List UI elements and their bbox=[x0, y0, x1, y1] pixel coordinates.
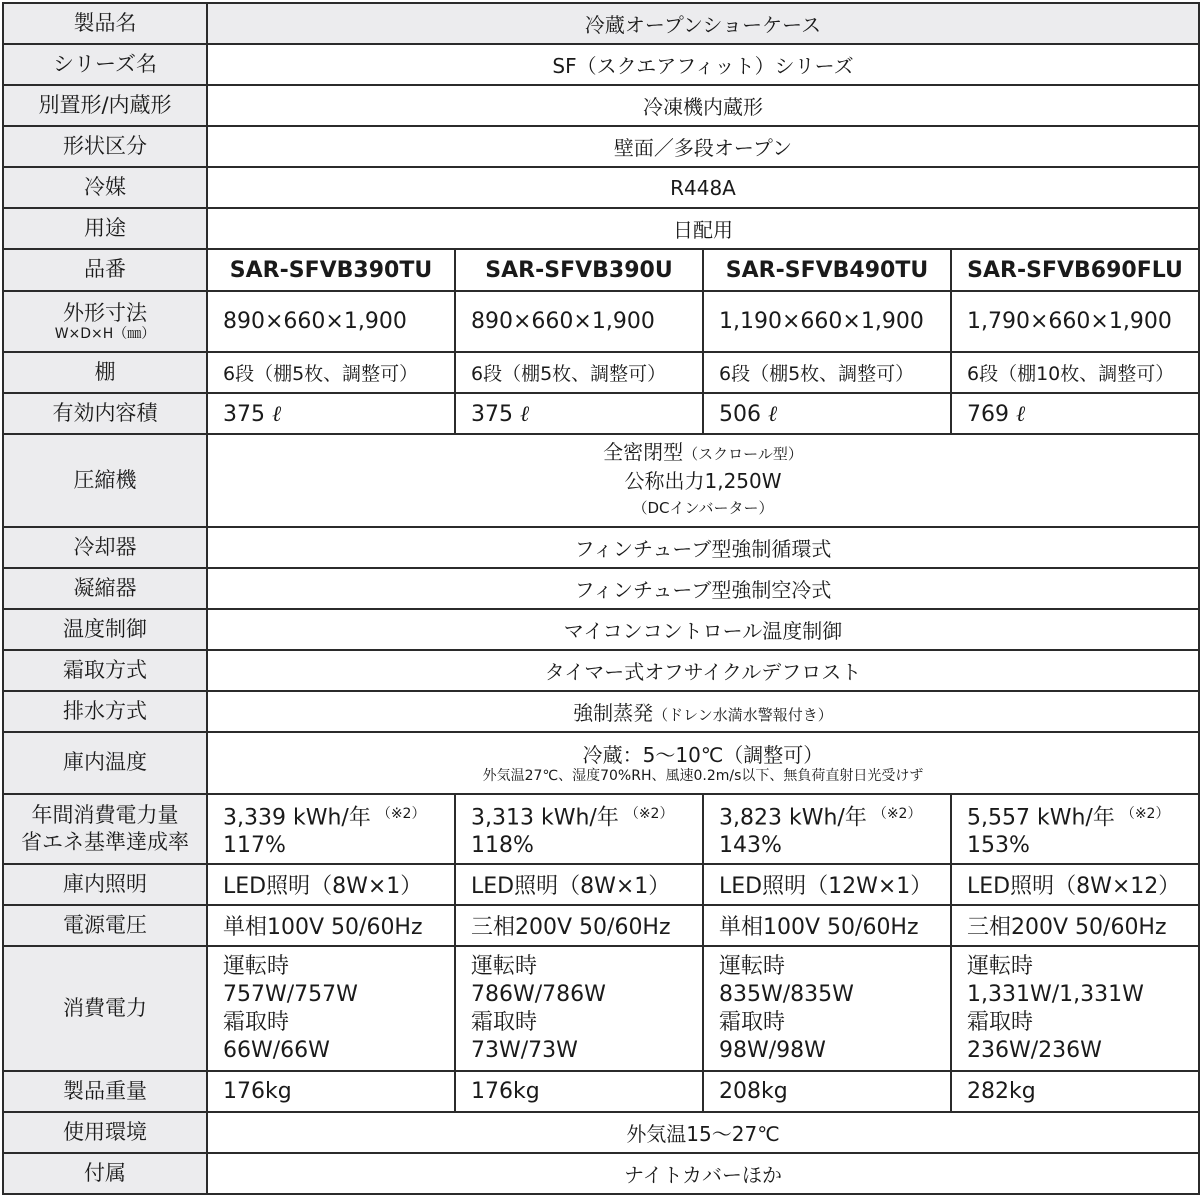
row-dimensions bbox=[3, 291, 1199, 352]
label-defrost: 霜取方式 bbox=[3, 650, 207, 691]
row-power-consumption bbox=[3, 946, 1199, 1071]
label-series-name: シリーズ名 bbox=[3, 44, 207, 85]
label-drainage: 排水方式 bbox=[3, 691, 207, 732]
row-compressor bbox=[3, 434, 1199, 527]
power-consumption-2 bbox=[455, 946, 703, 1071]
compressor-line3: （DCインバーター） bbox=[632, 499, 774, 517]
defrost-label: 霜取時 bbox=[471, 1009, 538, 1035]
label-weight: 製品重量 bbox=[3, 1071, 207, 1112]
capacity-value: 375 bbox=[471, 401, 513, 427]
label-accessories: 付属 bbox=[3, 1153, 207, 1194]
weight-2: 176kg bbox=[455, 1071, 703, 1112]
label-refrigerant: 冷媒 bbox=[3, 167, 207, 208]
liter-unit: ℓ bbox=[272, 401, 282, 427]
capacity-2 bbox=[455, 393, 703, 434]
row-environment bbox=[3, 1112, 1199, 1153]
value-environment: 外気温15～27℃ bbox=[207, 1112, 1199, 1153]
dimensions-1: 890×660×1,900 bbox=[207, 291, 455, 352]
footnote-marker: （※2） bbox=[376, 805, 426, 822]
compressor-line2: 公称出力1,250W bbox=[624, 469, 782, 493]
value-series-name: SF（スクエアフィット）シリーズ bbox=[207, 44, 1199, 85]
value-inner-temp bbox=[207, 732, 1199, 794]
dimensions-sublabel: W×D×H（㎜） bbox=[54, 326, 156, 343]
dimensions-label: 外形寸法 bbox=[63, 300, 147, 325]
lighting-1: LED照明（8W×1） bbox=[207, 864, 455, 905]
inner-temp-condition: 外気温27℃、湿度70%RH、風速0.2m/s以下、無負荷直射日光受けず bbox=[482, 768, 924, 784]
footnote-marker: （※2） bbox=[872, 805, 922, 822]
weight-3: 208kg bbox=[703, 1071, 951, 1112]
lighting-2: LED照明（8W×1） bbox=[455, 864, 703, 905]
row-capacity bbox=[3, 393, 1199, 434]
annual-power-value: 3,313 kWh/年 bbox=[471, 805, 619, 831]
label-compressor: 圧縮機 bbox=[3, 434, 207, 527]
dimensions-2: 890×660×1,900 bbox=[455, 291, 703, 352]
label-lighting: 庫内照明 bbox=[3, 864, 207, 905]
capacity-1 bbox=[207, 393, 455, 434]
liter-unit: ℓ bbox=[520, 401, 530, 427]
power-consumption-4 bbox=[951, 946, 1199, 1071]
operating-power: 786W/786W bbox=[471, 981, 606, 1007]
drainage-method: 強制蒸発 bbox=[573, 701, 654, 725]
row-refrigerant bbox=[3, 167, 1199, 208]
defrost-label: 霜取時 bbox=[719, 1009, 786, 1035]
row-accessories bbox=[3, 1153, 1199, 1194]
efficiency-rate: 117% bbox=[223, 833, 286, 859]
liter-unit: ℓ bbox=[1016, 401, 1026, 427]
model-no-3: SAR-SFVB490TU bbox=[703, 249, 951, 291]
row-drainage bbox=[3, 691, 1199, 732]
weight-4: 282kg bbox=[951, 1071, 1199, 1112]
defrost-power: 66W/66W bbox=[223, 1037, 330, 1063]
defrost-label: 霜取時 bbox=[223, 1009, 290, 1035]
label-temp-control: 温度制御 bbox=[3, 609, 207, 650]
compressor-type: 全密閉型 bbox=[603, 440, 684, 464]
efficiency-rate-label: 省エネ基準達成率 bbox=[21, 830, 189, 854]
row-shelves bbox=[3, 352, 1199, 393]
compressor-type-note: （スクロール型） bbox=[683, 445, 803, 463]
label-power-consumption: 消費電力 bbox=[3, 946, 207, 1071]
annual-power-value: 5,557 kWh/年 bbox=[967, 805, 1115, 831]
label-cooler: 冷却器 bbox=[3, 527, 207, 568]
annual-power-1 bbox=[207, 794, 455, 864]
annual-power-label: 年間消費電力量 bbox=[31, 803, 179, 827]
operating-power: 835W/835W bbox=[719, 981, 854, 1007]
lighting-3: LED照明（12W×1） bbox=[703, 864, 951, 905]
capacity-value: 375 bbox=[223, 401, 265, 427]
power-supply-4: 三相200V 50/60Hz bbox=[951, 905, 1199, 946]
value-temp-control: マイコンコントロール温度制御 bbox=[207, 609, 1199, 650]
row-annual-power bbox=[3, 794, 1199, 864]
value-drainage bbox=[207, 691, 1199, 732]
row-install-type bbox=[3, 85, 1199, 126]
label-shelves: 棚 bbox=[3, 352, 207, 393]
operating-power: 757W/757W bbox=[223, 981, 358, 1007]
dimensions-4: 1,790×660×1,900 bbox=[951, 291, 1199, 352]
label-inner-temp: 庫内温度 bbox=[3, 732, 207, 794]
row-weight bbox=[3, 1071, 1199, 1112]
annual-power-2 bbox=[455, 794, 703, 864]
row-model-no bbox=[3, 249, 1199, 291]
shelves-2: 6段（棚5枚、調整可） bbox=[455, 352, 703, 393]
value-usage: 日配用 bbox=[207, 208, 1199, 249]
annual-power-value: 3,823 kWh/年 bbox=[719, 805, 867, 831]
row-temp-control bbox=[3, 609, 1199, 650]
weight-1: 176kg bbox=[207, 1071, 455, 1112]
footnote-marker: （※2） bbox=[624, 805, 674, 822]
value-shape-class: 壁面／多段オープン bbox=[207, 126, 1199, 167]
value-condenser: フィンチューブ型強制空冷式 bbox=[207, 568, 1199, 609]
shelves-1: 6段（棚5枚、調整可） bbox=[207, 352, 455, 393]
row-inner-temp bbox=[3, 732, 1199, 794]
operating-label: 運転時 bbox=[967, 953, 1034, 979]
spec-table bbox=[2, 2, 1200, 1195]
annual-power-value: 3,339 kWh/年 bbox=[223, 805, 371, 831]
label-shape-class: 形状区分 bbox=[3, 126, 207, 167]
label-model-no: 品番 bbox=[3, 249, 207, 291]
value-refrigerant: R448A bbox=[207, 167, 1199, 208]
capacity-value: 506 bbox=[719, 401, 761, 427]
value-install-type: 冷凍機内蔵形 bbox=[207, 85, 1199, 126]
label-product-name: 製品名 bbox=[3, 3, 207, 44]
efficiency-rate: 153% bbox=[967, 833, 1030, 859]
operating-label: 運転時 bbox=[223, 953, 290, 979]
shelves-4: 6段（棚10枚、調整可） bbox=[951, 352, 1199, 393]
power-supply-3: 単相100V 50/60Hz bbox=[703, 905, 951, 946]
value-accessories: ナイトカバーほか bbox=[207, 1153, 1199, 1194]
power-supply-2: 三相200V 50/60Hz bbox=[455, 905, 703, 946]
defrost-label: 霜取時 bbox=[967, 1009, 1034, 1035]
capacity-value: 769 bbox=[967, 401, 1009, 427]
operating-power: 1,331W/1,331W bbox=[967, 981, 1144, 1007]
model-no-2: SAR-SFVB390U bbox=[455, 249, 703, 291]
liter-unit: ℓ bbox=[768, 401, 778, 427]
defrost-power: 73W/73W bbox=[471, 1037, 578, 1063]
value-compressor bbox=[207, 434, 1199, 527]
value-product-name: 冷蔵オープンショーケース bbox=[207, 3, 1199, 44]
efficiency-rate: 118% bbox=[471, 833, 534, 859]
shelves-3: 6段（棚5枚、調整可） bbox=[703, 352, 951, 393]
label-power-supply: 電源電圧 bbox=[3, 905, 207, 946]
label-annual-power bbox=[3, 794, 207, 864]
row-defrost bbox=[3, 650, 1199, 691]
annual-power-4 bbox=[951, 794, 1199, 864]
label-capacity: 有効内容積 bbox=[3, 393, 207, 434]
efficiency-rate: 143% bbox=[719, 833, 782, 859]
label-dimensions bbox=[3, 291, 207, 352]
operating-label: 運転時 bbox=[719, 953, 786, 979]
power-consumption-3 bbox=[703, 946, 951, 1071]
row-power-supply bbox=[3, 905, 1199, 946]
drainage-note: （ドレン水満水警報付き） bbox=[653, 706, 833, 724]
annual-power-3 bbox=[703, 794, 951, 864]
value-cooler: フィンチューブ型強制循環式 bbox=[207, 527, 1199, 568]
model-no-1: SAR-SFVB390TU bbox=[207, 249, 455, 291]
row-series-name bbox=[3, 44, 1199, 85]
row-lighting bbox=[3, 864, 1199, 905]
label-environment: 使用環境 bbox=[3, 1112, 207, 1153]
power-consumption-1 bbox=[207, 946, 455, 1071]
label-install-type: 別置形/内蔵形 bbox=[3, 85, 207, 126]
footnote-marker: （※2） bbox=[1120, 805, 1170, 822]
defrost-power: 236W/236W bbox=[967, 1037, 1102, 1063]
label-condenser: 凝縮器 bbox=[3, 568, 207, 609]
lighting-4: LED照明（8W×12） bbox=[951, 864, 1199, 905]
dimensions-3: 1,190×660×1,900 bbox=[703, 291, 951, 352]
label-usage: 用途 bbox=[3, 208, 207, 249]
value-defrost: タイマー式オフサイクルデフロスト bbox=[207, 650, 1199, 691]
row-cooler bbox=[3, 527, 1199, 568]
operating-label: 運転時 bbox=[471, 953, 538, 979]
model-no-4: SAR-SFVB690FLU bbox=[951, 249, 1199, 291]
power-supply-1: 単相100V 50/60Hz bbox=[207, 905, 455, 946]
inner-temp-range: 冷蔵：5～10℃（調整可） bbox=[582, 743, 824, 767]
row-product-name bbox=[3, 3, 1199, 44]
capacity-3 bbox=[703, 393, 951, 434]
row-usage bbox=[3, 208, 1199, 249]
row-condenser bbox=[3, 568, 1199, 609]
capacity-4 bbox=[951, 393, 1199, 434]
row-shape-class bbox=[3, 126, 1199, 167]
defrost-power: 98W/98W bbox=[719, 1037, 826, 1063]
compressor-line1 bbox=[208, 439, 1198, 468]
